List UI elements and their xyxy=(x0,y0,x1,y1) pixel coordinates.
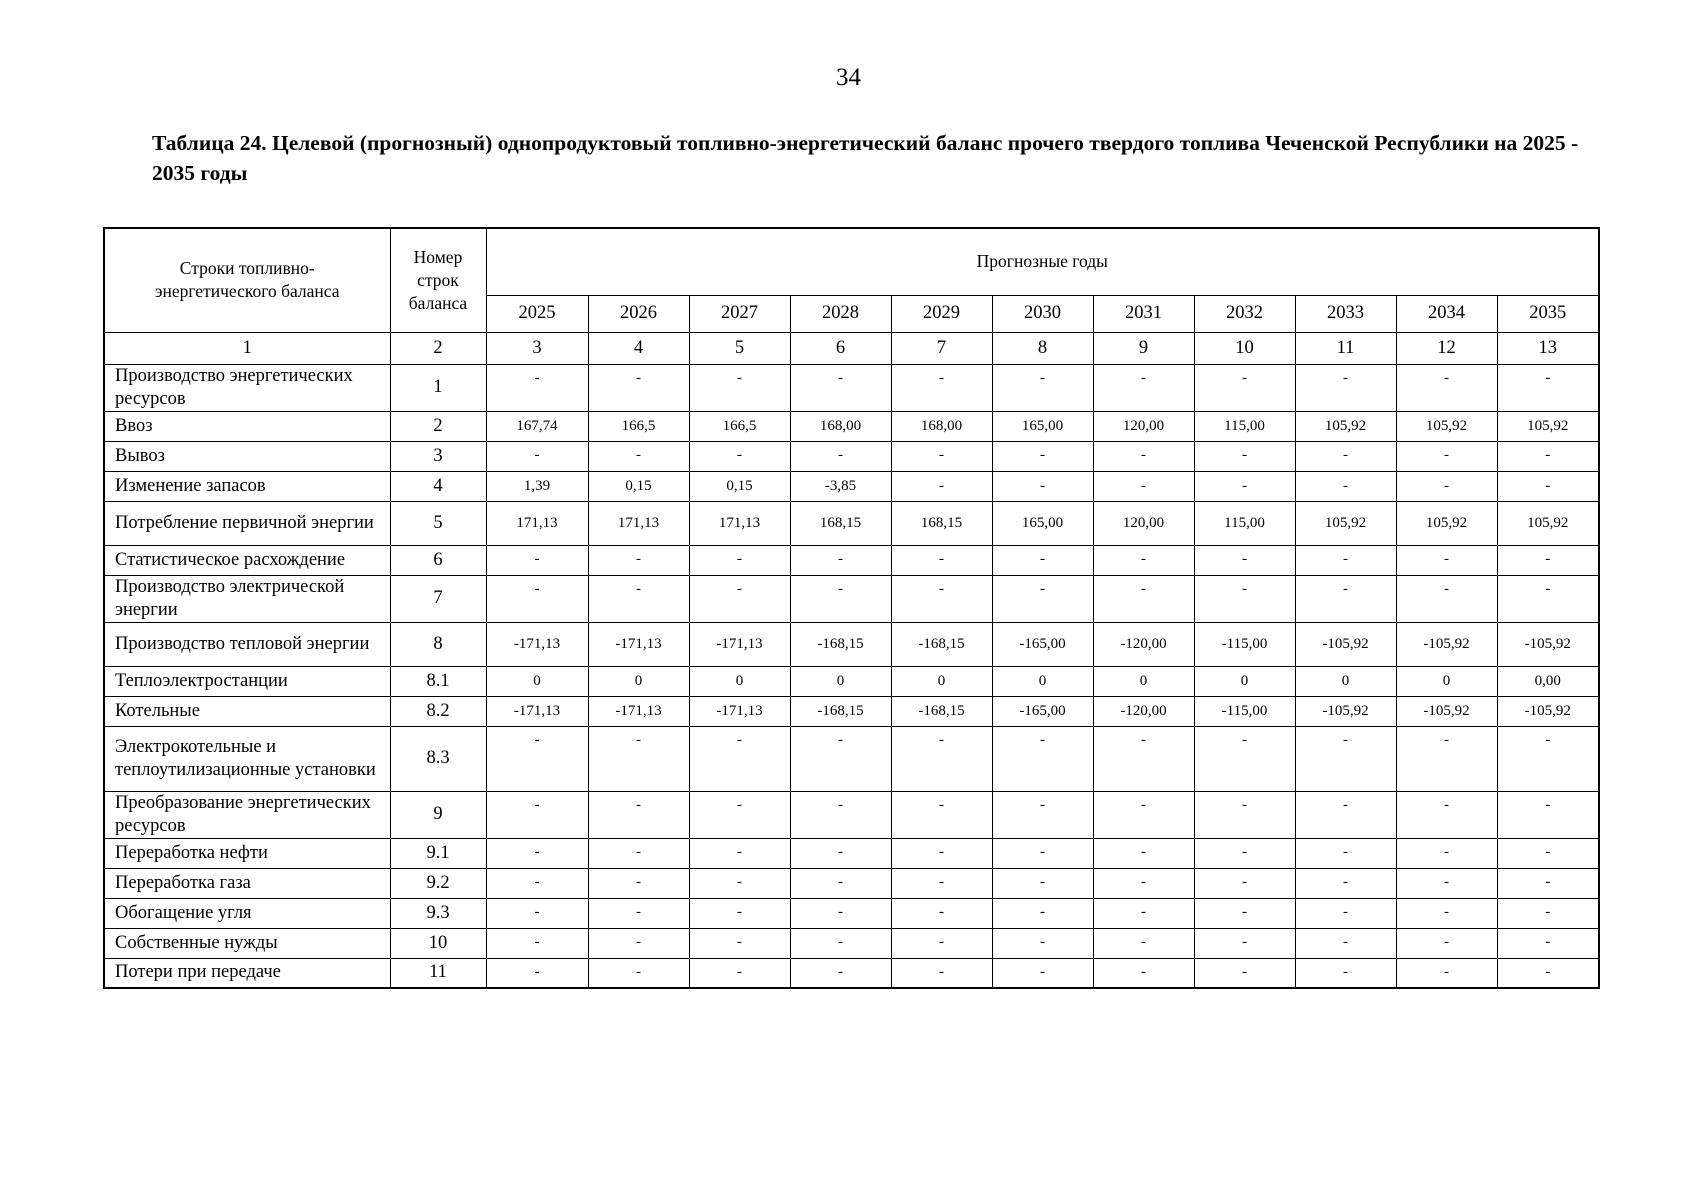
row-number: 8 xyxy=(390,622,486,666)
value-cell: - xyxy=(689,958,790,988)
value-cell: - xyxy=(1194,575,1295,622)
value-cell: 171,13 xyxy=(588,501,689,545)
value-cell: - xyxy=(1396,958,1497,988)
value-cell: - xyxy=(891,441,992,471)
value-cell: -168,15 xyxy=(891,696,992,726)
value-cell: - xyxy=(588,958,689,988)
value-cell: - xyxy=(1194,471,1295,501)
value-cell: - xyxy=(486,898,588,928)
value-cell: - xyxy=(1396,441,1497,471)
value-cell: - xyxy=(1093,958,1194,988)
value-cell: - xyxy=(486,441,588,471)
value-cell: - xyxy=(1497,868,1599,898)
column-number: 2 xyxy=(390,332,486,364)
value-cell: 0 xyxy=(790,666,891,696)
value-cell: 120,00 xyxy=(1093,411,1194,441)
value-cell: - xyxy=(588,928,689,958)
table-row xyxy=(104,364,1599,411)
table-row xyxy=(104,545,1599,575)
row-number: 6 xyxy=(390,545,486,575)
value-cell: - xyxy=(588,575,689,622)
value-cell: - xyxy=(1497,441,1599,471)
row-label: Производство электрической энергии xyxy=(104,575,390,622)
year-header-2028: 2028 xyxy=(790,295,891,332)
year-header-2035: 2035 xyxy=(1497,295,1599,332)
table-row xyxy=(104,928,1599,958)
value-cell: - xyxy=(486,726,588,791)
table-row xyxy=(104,838,1599,868)
value-cell: 0 xyxy=(689,666,790,696)
value-cell: - xyxy=(992,441,1093,471)
value-cell: - xyxy=(992,868,1093,898)
value-cell: - xyxy=(1295,928,1396,958)
value-cell: - xyxy=(689,928,790,958)
column-number: 9 xyxy=(1093,332,1194,364)
value-cell: 0 xyxy=(1194,666,1295,696)
row-number: 8.1 xyxy=(390,666,486,696)
value-cell: - xyxy=(588,838,689,868)
value-cell: - xyxy=(992,545,1093,575)
row-number: 1 xyxy=(390,364,486,411)
value-cell: - xyxy=(1497,958,1599,988)
table-row xyxy=(104,501,1599,545)
value-cell: - xyxy=(689,898,790,928)
value-cell: - xyxy=(1396,545,1497,575)
row-number: 8.3 xyxy=(390,726,486,791)
value-cell: - xyxy=(992,471,1093,501)
column-number: 1 xyxy=(104,332,390,364)
value-cell: -168,15 xyxy=(790,622,891,666)
value-cell: -168,15 xyxy=(790,696,891,726)
value-cell: - xyxy=(1295,868,1396,898)
value-cell: -105,92 xyxy=(1497,696,1599,726)
value-cell: - xyxy=(1497,928,1599,958)
table-row xyxy=(104,622,1599,666)
value-cell: 105,92 xyxy=(1396,411,1497,441)
value-cell: 171,13 xyxy=(689,501,790,545)
row-number: 2 xyxy=(390,411,486,441)
value-cell: 0,00 xyxy=(1497,666,1599,696)
value-cell: -120,00 xyxy=(1093,696,1194,726)
row-label: Собственные нужды xyxy=(104,928,390,958)
value-cell: - xyxy=(486,958,588,988)
value-cell: - xyxy=(486,545,588,575)
row-number: 5 xyxy=(390,501,486,545)
value-cell: - xyxy=(992,726,1093,791)
value-cell: - xyxy=(790,958,891,988)
value-cell: - xyxy=(1396,838,1497,868)
column-number: 6 xyxy=(790,332,891,364)
value-cell: 165,00 xyxy=(992,501,1093,545)
value-cell: -120,00 xyxy=(1093,622,1194,666)
year-header-2027: 2027 xyxy=(689,295,790,332)
value-cell: - xyxy=(1295,441,1396,471)
value-cell: - xyxy=(1093,726,1194,791)
value-cell: 168,15 xyxy=(891,501,992,545)
table-row xyxy=(104,575,1599,622)
value-cell: - xyxy=(891,364,992,411)
year-header-2030: 2030 xyxy=(992,295,1093,332)
value-cell: -168,15 xyxy=(891,622,992,666)
value-cell: -171,13 xyxy=(486,622,588,666)
row-label: Изменение запасов xyxy=(104,471,390,501)
value-cell: - xyxy=(1396,791,1497,838)
table-row xyxy=(104,791,1599,838)
value-cell: - xyxy=(891,898,992,928)
row-label: Переработка газа xyxy=(104,868,390,898)
row-label: Обогащение угля xyxy=(104,898,390,928)
year-header-2033: 2033 xyxy=(1295,295,1396,332)
value-cell: - xyxy=(1295,838,1396,868)
value-cell: - xyxy=(790,545,891,575)
table-row xyxy=(104,441,1599,471)
value-cell: 171,13 xyxy=(486,501,588,545)
value-cell: - xyxy=(1497,726,1599,791)
value-cell: - xyxy=(992,958,1093,988)
row-label: Производство тепловой энергии xyxy=(104,622,390,666)
row-number: 9.2 xyxy=(390,868,486,898)
value-cell: - xyxy=(1396,364,1497,411)
value-cell: - xyxy=(1093,471,1194,501)
column-number: 10 xyxy=(1194,332,1295,364)
year-header-2034: 2034 xyxy=(1396,295,1497,332)
row-number: 9 xyxy=(390,791,486,838)
value-cell: - xyxy=(486,838,588,868)
value-cell: - xyxy=(1295,958,1396,988)
table-caption: Таблица 24. Целевой (прогнозный) однопродуктовый топливно-энергетический баланс прочего твердого топлива Чеченской Республики на 2025 - 2035 годы xyxy=(152,131,1579,185)
value-cell: -165,00 xyxy=(992,696,1093,726)
value-cell: 165,00 xyxy=(992,411,1093,441)
value-cell: -171,13 xyxy=(588,696,689,726)
row-number: 8.2 xyxy=(390,696,486,726)
value-cell: -115,00 xyxy=(1194,622,1295,666)
value-cell: - xyxy=(1396,471,1497,501)
value-cell: -171,13 xyxy=(689,622,790,666)
value-cell: - xyxy=(1093,545,1194,575)
value-cell: - xyxy=(790,928,891,958)
value-cell: - xyxy=(486,364,588,411)
row-number: 10 xyxy=(390,928,486,958)
value-cell: - xyxy=(992,791,1093,838)
table-row xyxy=(104,958,1599,988)
value-cell: 105,92 xyxy=(1295,411,1396,441)
year-header-2032: 2032 xyxy=(1194,295,1295,332)
column-number: 5 xyxy=(689,332,790,364)
row-label: Преобразование энергетических ресурсов xyxy=(104,791,390,838)
value-cell: - xyxy=(588,441,689,471)
value-cell: - xyxy=(891,471,992,501)
value-cell: -105,92 xyxy=(1497,622,1599,666)
value-cell: - xyxy=(790,791,891,838)
value-cell: - xyxy=(891,575,992,622)
year-header-2029: 2029 xyxy=(891,295,992,332)
value-cell: -105,92 xyxy=(1295,696,1396,726)
value-cell: - xyxy=(891,928,992,958)
row-label: Ввоз xyxy=(104,411,390,441)
row-label: Переработка нефти xyxy=(104,838,390,868)
value-cell: - xyxy=(1396,726,1497,791)
value-cell: - xyxy=(1396,868,1497,898)
column-number: 12 xyxy=(1396,332,1497,364)
value-cell: -171,13 xyxy=(588,622,689,666)
value-cell: - xyxy=(1093,364,1194,411)
value-cell: - xyxy=(790,441,891,471)
row-label: Потребление первичной энергии xyxy=(104,501,390,545)
value-cell: - xyxy=(891,838,992,868)
row-number: 3 xyxy=(390,441,486,471)
row-label: Котельные xyxy=(104,696,390,726)
value-cell: - xyxy=(1093,791,1194,838)
value-cell: - xyxy=(486,868,588,898)
value-cell: - xyxy=(790,364,891,411)
value-cell: - xyxy=(1194,928,1295,958)
value-cell: - xyxy=(1497,898,1599,928)
column-number: 11 xyxy=(1295,332,1396,364)
value-cell: - xyxy=(689,441,790,471)
value-cell: - xyxy=(486,575,588,622)
value-cell: 0 xyxy=(1396,666,1497,696)
value-cell: - xyxy=(891,791,992,838)
value-cell: 105,92 xyxy=(1295,501,1396,545)
value-cell: - xyxy=(486,928,588,958)
value-cell: - xyxy=(992,575,1093,622)
column-number: 8 xyxy=(992,332,1093,364)
value-cell: - xyxy=(1194,545,1295,575)
value-cell: - xyxy=(689,838,790,868)
row-number: 9.3 xyxy=(390,898,486,928)
value-cell: - xyxy=(1295,898,1396,928)
value-cell: - xyxy=(1396,898,1497,928)
value-cell: - xyxy=(1497,545,1599,575)
value-cell: - xyxy=(1093,868,1194,898)
value-cell: 1,39 xyxy=(486,471,588,501)
value-cell: - xyxy=(1194,441,1295,471)
value-cell: - xyxy=(992,898,1093,928)
header-line-number-label: Номер строк баланса xyxy=(390,228,486,332)
page-number: 34 xyxy=(836,64,861,91)
value-cell: -171,13 xyxy=(486,696,588,726)
value-cell: 105,92 xyxy=(1396,501,1497,545)
value-cell: - xyxy=(588,364,689,411)
value-cell: - xyxy=(1194,868,1295,898)
value-cell: - xyxy=(1194,726,1295,791)
energy-balance-table xyxy=(103,227,1600,989)
value-cell: - xyxy=(689,726,790,791)
value-cell: - xyxy=(1497,838,1599,868)
row-label: Производство энергетических ресурсов xyxy=(104,364,390,411)
value-cell: - xyxy=(1093,898,1194,928)
row-number: 7 xyxy=(390,575,486,622)
value-cell: 0,15 xyxy=(588,471,689,501)
value-cell: 166,5 xyxy=(588,411,689,441)
value-cell: - xyxy=(1093,575,1194,622)
value-cell: -115,00 xyxy=(1194,696,1295,726)
value-cell: -171,13 xyxy=(689,696,790,726)
column-number: 4 xyxy=(588,332,689,364)
column-number: 13 xyxy=(1497,332,1599,364)
value-cell: 0 xyxy=(486,666,588,696)
value-cell: - xyxy=(689,364,790,411)
value-cell: - xyxy=(1194,791,1295,838)
value-cell: - xyxy=(486,791,588,838)
row-label: Потери при передаче xyxy=(104,958,390,988)
value-cell: - xyxy=(1295,726,1396,791)
value-cell: - xyxy=(1194,364,1295,411)
value-cell: -3,85 xyxy=(790,471,891,501)
value-cell: - xyxy=(891,868,992,898)
value-cell: - xyxy=(790,898,891,928)
value-cell: - xyxy=(891,958,992,988)
value-cell: - xyxy=(1396,575,1497,622)
value-cell: - xyxy=(992,928,1093,958)
value-cell: - xyxy=(1194,898,1295,928)
value-cell: 0 xyxy=(588,666,689,696)
value-cell: 0 xyxy=(1295,666,1396,696)
value-cell: - xyxy=(588,726,689,791)
value-cell: - xyxy=(1295,791,1396,838)
value-cell: - xyxy=(790,838,891,868)
value-cell: - xyxy=(1093,928,1194,958)
value-cell: -105,92 xyxy=(1396,622,1497,666)
column-number: 3 xyxy=(486,332,588,364)
row-label: Статистическое расхождение xyxy=(104,545,390,575)
year-header-2026: 2026 xyxy=(588,295,689,332)
value-cell: - xyxy=(1295,471,1396,501)
value-cell: - xyxy=(1497,575,1599,622)
value-cell: - xyxy=(1295,575,1396,622)
table-row xyxy=(104,471,1599,501)
value-cell: - xyxy=(1295,545,1396,575)
value-cell: - xyxy=(891,726,992,791)
value-cell: 168,00 xyxy=(790,411,891,441)
row-number: 4 xyxy=(390,471,486,501)
value-cell: 168,15 xyxy=(790,501,891,545)
row-label: Вывоз xyxy=(104,441,390,471)
value-cell: - xyxy=(790,726,891,791)
value-cell: - xyxy=(1497,471,1599,501)
value-cell: - xyxy=(689,545,790,575)
value-cell: - xyxy=(1497,791,1599,838)
table-row xyxy=(104,726,1599,791)
value-cell: - xyxy=(1194,838,1295,868)
value-cell: - xyxy=(790,575,891,622)
table-row xyxy=(104,898,1599,928)
value-cell: -165,00 xyxy=(992,622,1093,666)
value-cell: - xyxy=(588,898,689,928)
table-row xyxy=(104,868,1599,898)
value-cell: - xyxy=(1396,928,1497,958)
row-label: Теплоэлектростанции xyxy=(104,666,390,696)
table-row xyxy=(104,411,1599,441)
value-cell: - xyxy=(689,791,790,838)
value-cell: 120,00 xyxy=(1093,501,1194,545)
row-number: 9.1 xyxy=(390,838,486,868)
value-cell: 115,00 xyxy=(1194,411,1295,441)
value-cell: 166,5 xyxy=(689,411,790,441)
year-header-2031: 2031 xyxy=(1093,295,1194,332)
value-cell: 0 xyxy=(891,666,992,696)
value-cell: - xyxy=(891,545,992,575)
value-cell: 0 xyxy=(992,666,1093,696)
table-row xyxy=(104,666,1599,696)
value-cell: -105,92 xyxy=(1295,622,1396,666)
value-cell: 105,92 xyxy=(1497,411,1599,441)
value-cell: - xyxy=(1194,958,1295,988)
value-cell: - xyxy=(790,868,891,898)
value-cell: - xyxy=(588,545,689,575)
row-label: Электрокотельные и теплоутилизационные установки xyxy=(104,726,390,791)
header-rows-label: Строки топливно-энергетического баланса xyxy=(104,228,390,332)
value-cell: - xyxy=(992,838,1093,868)
column-number: 7 xyxy=(891,332,992,364)
value-cell: 105,92 xyxy=(1497,501,1599,545)
value-cell: - xyxy=(992,364,1093,411)
value-cell: 167,74 xyxy=(486,411,588,441)
row-number: 11 xyxy=(390,958,486,988)
value-cell: - xyxy=(588,791,689,838)
value-cell: - xyxy=(1497,364,1599,411)
value-cell: 115,00 xyxy=(1194,501,1295,545)
value-cell: - xyxy=(1093,838,1194,868)
table-row xyxy=(104,696,1599,726)
value-cell: 0,15 xyxy=(689,471,790,501)
year-header-2025: 2025 xyxy=(486,295,588,332)
value-cell: 168,00 xyxy=(891,411,992,441)
value-cell: - xyxy=(689,868,790,898)
value-cell: - xyxy=(588,868,689,898)
value-cell: - xyxy=(689,575,790,622)
value-cell: - xyxy=(1295,364,1396,411)
value-cell: -105,92 xyxy=(1396,696,1497,726)
value-cell: 0 xyxy=(1093,666,1194,696)
header-forecast-years: Прогнозные годы xyxy=(486,228,1599,295)
value-cell: - xyxy=(1093,441,1194,471)
